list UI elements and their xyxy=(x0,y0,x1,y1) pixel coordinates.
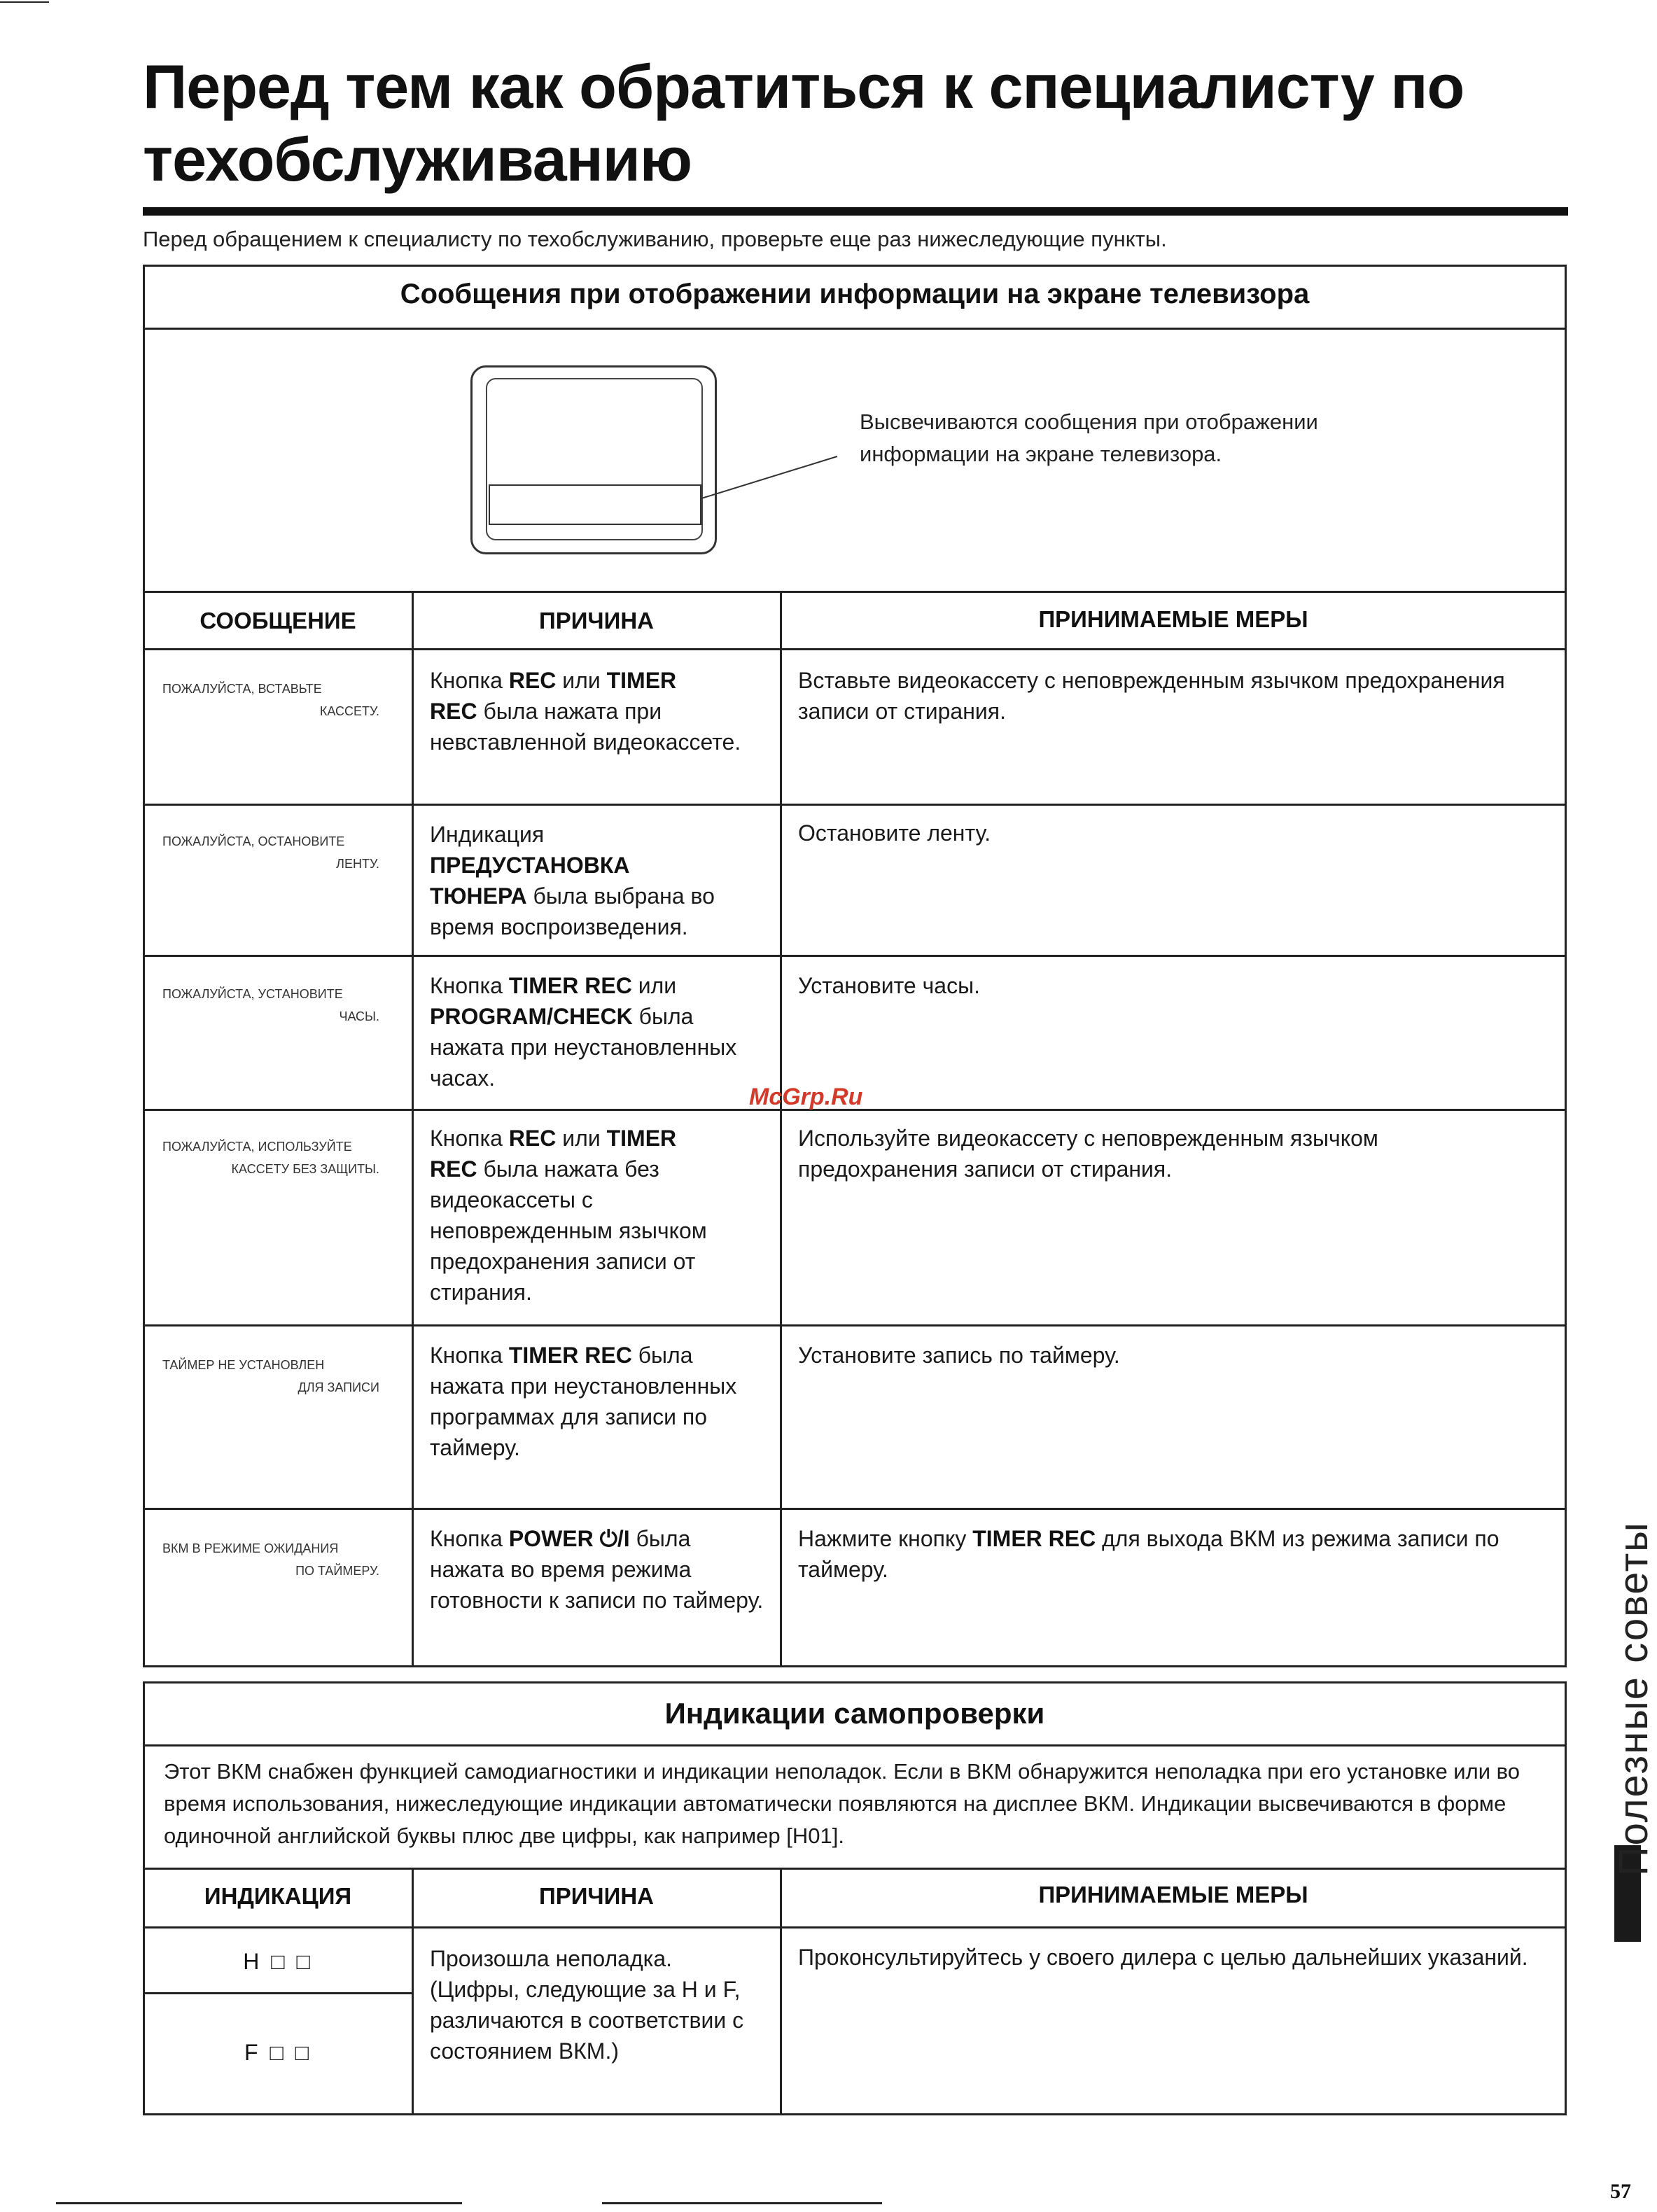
watermark: McGrp.Ru xyxy=(749,1084,863,1110)
osd-action-6: Нажмите кнопку TIMER REC для выхода ВКМ из режима записи по таймеру. xyxy=(798,1526,1499,1582)
col-header-cause: ПРИЧИНА xyxy=(538,1883,655,1909)
col-header-indication: ИНДИКАЦИЯ xyxy=(204,1883,352,1909)
divider xyxy=(143,328,1567,330)
title-rule xyxy=(143,207,1568,216)
self-check-heading: Индикации самопроверки xyxy=(664,1697,1045,1730)
column-divider xyxy=(780,592,782,1667)
column-divider xyxy=(412,592,414,1667)
col-header-message: СООБЩЕНИЕ xyxy=(200,608,356,634)
msg-text: КАССЕТУ БЕЗ ЗАЩИТЫ. xyxy=(231,1162,379,1176)
tv-callout xyxy=(860,406,1318,470)
row-divider xyxy=(143,804,1567,806)
osd-messages-panel xyxy=(143,265,1567,1667)
osd-action-2: Остановите ленту. xyxy=(798,820,991,846)
osd-cause-2: Индикация ПРЕДУСТАНОВКА ТЮНЕРА была выбрана во время воспроизведения. xyxy=(430,822,715,939)
indication-code-f: F □ □ xyxy=(244,2040,312,2065)
page-number: 57 xyxy=(1610,2180,1631,2203)
msg-text: КАССЕТУ. xyxy=(319,704,379,718)
msg-text: ЛЕНТУ. xyxy=(336,857,379,871)
self-check-action: Проконсультируйтесь у своего дилера с целью дальнейших указаний. xyxy=(798,1945,1528,1970)
osd-action-3: Установите часы. xyxy=(798,973,980,998)
divider xyxy=(143,1926,1567,1928)
scan-mark xyxy=(56,2202,462,2204)
row-divider xyxy=(143,955,1567,957)
osd-section-heading: Сообщения при отображении информации на экране телевизора xyxy=(400,279,1310,309)
msg-text: ПОЖАЛУЙСТА, УСТАНОВИТЕ xyxy=(162,987,343,1001)
osd-message-6 xyxy=(162,1537,379,1582)
osd-cause-4: Кнопка REC или TIMER REC была нажата без видеокассеты с неповрежденным язычком предохранения записи от стирания. xyxy=(430,1126,707,1305)
msg-text: ЧАСЫ. xyxy=(339,1009,379,1023)
row-divider xyxy=(143,1508,1567,1510)
osd-message-3 xyxy=(162,983,379,1028)
divider xyxy=(143,648,1567,650)
page-title xyxy=(143,50,1571,196)
divider xyxy=(143,1868,1567,1870)
self-check-description: Этот ВКМ снабжен функцией самодиагностики и индикации неполадок. Если в ВКМ обнаружится неполадка при его установке или во время использования, нижеследующие индикации автоматически появляются на дисплее ВКМ. Индикации высвечиваются в форме одиночной английской буквы плюс две цифры, как например [H01]. xyxy=(164,1759,1520,1848)
msg-text: ВКМ В РЕЖИМЕ ОЖИДАНИЯ xyxy=(162,1541,339,1555)
side-section-label: Полезные советы xyxy=(1611,1521,1656,1876)
osd-action-5: Установите запись по таймеру. xyxy=(798,1343,1120,1368)
divider xyxy=(143,591,1567,593)
osd-cause-5: Кнопка TIMER REC была нажата при неустановленных программах для записи по таймеру. xyxy=(430,1343,737,1460)
intro-text: Перед обращением к специалисту по техобслуживанию, проверьте еще раз нижеследующие пункты. xyxy=(143,227,1167,251)
osd-message-2 xyxy=(162,830,379,875)
osd-cause-6: Кнопка POWER ⏻/I была нажата во время режима готовности к записи по таймеру. xyxy=(430,1526,764,1613)
tv-osd-bar xyxy=(489,484,701,525)
title-line-2: техобслуживанию xyxy=(143,125,692,194)
scan-mark xyxy=(0,1,49,3)
osd-message-4 xyxy=(162,1135,379,1180)
osd-cause-3: Кнопка TIMER REC или PROGRAM/CHECK была нажата при неустановленных часах. xyxy=(430,973,737,1091)
row-divider xyxy=(143,1992,413,1994)
msg-text: ПОЖАЛУЙСТА, ВСТАВЬТЕ xyxy=(162,682,322,696)
col-header-action: ПРИНИМАЕМЫЕ МЕРЫ xyxy=(1038,1882,1308,1907)
msg-text: ПОЖАЛУЙСТА, ИСПОЛЬЗУЙТЕ xyxy=(162,1140,352,1154)
callout-line-1: Высвечиваются сообщения при отображении xyxy=(860,410,1318,434)
title-line-1: Перед тем как обратиться к специалисту по xyxy=(143,52,1464,121)
callout-line-2: информации на экране телевизора. xyxy=(860,442,1222,466)
col-header-action: ПРИНИМАЕМЫЕ МЕРЫ xyxy=(1038,606,1308,632)
osd-cause-1: Кнопка REC или TIMER REC была нажата при невставленной видеокассете. xyxy=(430,668,741,755)
divider xyxy=(143,1744,1567,1746)
msg-text: ДЛЯ ЗАПИСИ xyxy=(298,1380,379,1394)
osd-action-4: Используйте видеокассету с неповрежденным язычком предохранения записи от стирания. xyxy=(798,1126,1378,1182)
osd-message-1 xyxy=(162,678,379,722)
msg-text: ПО ТАЙМЕРУ. xyxy=(295,1564,379,1578)
osd-message-5 xyxy=(162,1354,379,1399)
row-divider xyxy=(143,1324,1567,1326)
indication-code-h: H □ □ xyxy=(243,1949,313,1974)
column-divider xyxy=(780,1869,782,2115)
self-check-cause: Произошла неполадка. (Цифры, следующие за H и F, различаются в соответствии с состоянием ВКМ.) xyxy=(430,1946,744,2064)
osd-action-1: Вставьте видеокассету с неповрежденным язычком предохранения записи от стирания. xyxy=(798,668,1505,724)
msg-text: ПОЖАЛУЙСТА, ОСТАНОВИТЕ xyxy=(162,834,345,848)
msg-text: ТАЙМЕР НЕ УСТАНОВЛЕН xyxy=(162,1358,325,1372)
col-header-cause: ПРИЧИНА xyxy=(538,608,655,634)
scan-mark xyxy=(602,2202,882,2204)
